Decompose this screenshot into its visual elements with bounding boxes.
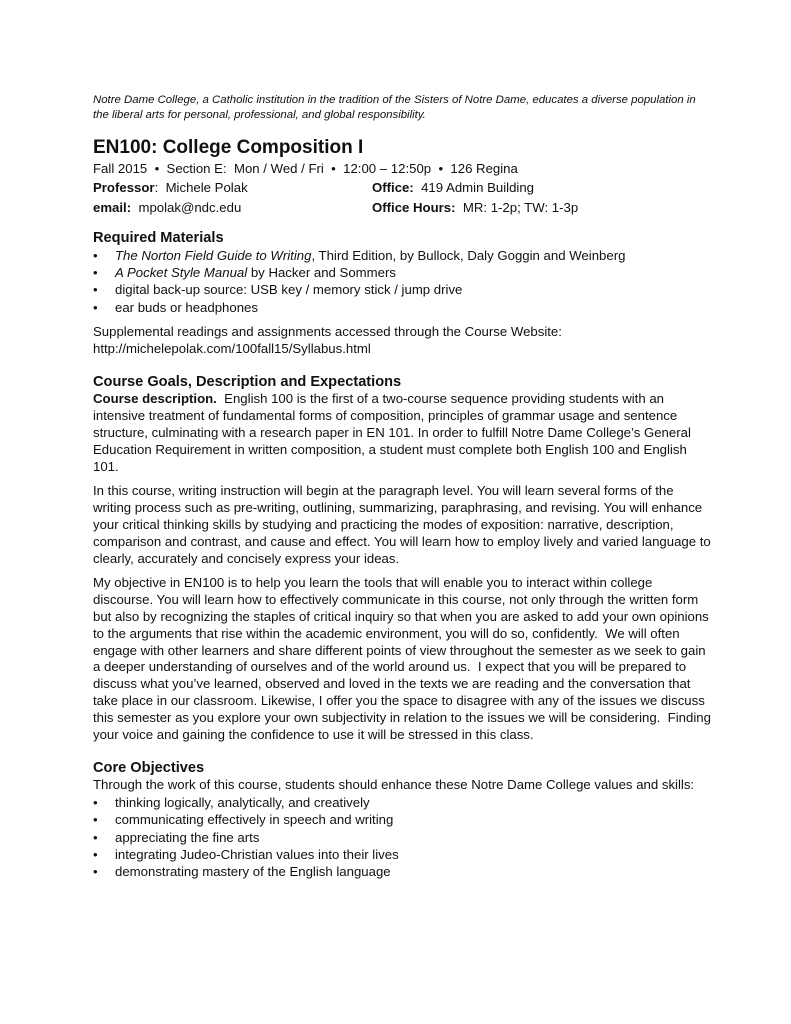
professor <box>93 178 372 197</box>
core-objectives-heading: Core Objectives <box>93 760 205 777</box>
email-hours-row <box>93 198 713 217</box>
office-label: Office: <box>372 180 414 195</box>
pocket-manual-details: by Hacker and Sommers <box>247 265 396 281</box>
mission-statement: Notre Dame College, a Catholic institution in the tradition of the Sisters of Notre Dame, educates a diverse population in the liberal arts for personal, professional, and global responsibility. <box>93 94 696 121</box>
office-location: 419 Admin Building <box>413 180 534 195</box>
professor-name: : Michele Polak <box>154 180 248 195</box>
goals-heading: Course Goals, Description and Expectations <box>93 374 402 391</box>
list-item <box>93 264 713 281</box>
course-description-label: Course description. <box>93 391 217 407</box>
objective-paragraph: My objective in EN100 is to help you learn the tools that will enable you to interact within college discourse. You will learn how to effectively communicate in this course, not only through the written form but also by recognizing the staples of critical inquiry so that when you are asked to add your own opinions to the arguments that rise within the academic environment, you will do so, confidently. We will often engage with other learners and share different points of view throughout the semester as we seek to gain a deeper understanding of ourselves and of the world around us. I expect that you will be prepared to discuss what you’ve learned, observed and loved in the texts we are reading and the conversation that take place in our classroom. Likewise, I offer you the space to disagree with any of the issues we discuss this semester as you explore your own subjectivity in relation to the issues we will be considering. Finding your voice and gaining the confidence to use it will be stressed in this class. <box>93 575 715 742</box>
list-item: • integrating Judeo-Christian values into their lives <box>93 846 713 863</box>
norton-guide-details: , Third Edition, by Bullock, Daly Goggin and Weinberg <box>311 248 626 263</box>
list-item: • appreciating the fine arts <box>93 829 713 846</box>
office-hours-value: MR: 1-2p; TW: 1-3p <box>455 200 579 215</box>
core-objectives-intro: Through the work of this course, students should enhance these Notre Dame College values and skills: <box>93 777 695 793</box>
core-objectives-list <box>93 794 713 880</box>
list-item: • demonstrating mastery of the English language <box>93 863 713 880</box>
office <box>372 178 534 197</box>
course-website-link[interactable]: http://michelepolak.com/100fall15/Syllabus.html <box>93 340 371 356</box>
supplemental-note: Supplemental readings and assignments accessed through the Course Website: <box>93 323 562 339</box>
materials-heading: Required Materials <box>93 230 224 246</box>
office-hours-label: Office Hours: <box>372 200 456 215</box>
professor-office-row <box>93 178 713 197</box>
email-address[interactable]: mpolak@ndc.edu <box>131 200 242 215</box>
norton-guide-title: The Norton Field Guide to Writing <box>115 248 312 263</box>
list-item: • ear buds or headphones <box>93 299 713 316</box>
writing-instruction-paragraph: In this course, writing instruction will begin at the paragraph level. You will learn several forms of the writing process such as pre-writing, outlining, summarizing, paraphrasing, and revising. You will enhance your critical thinking skills by studying and practicing the modes of exposition: narrative, description, comparison and contrast, and cause and effect. You will learn how to employ lively and varied language to clearly, accurately and concisely express your ideas. <box>93 483 711 566</box>
list-item <box>93 247 713 264</box>
pocket-manual-title: A Pocket Style Manual <box>115 265 248 281</box>
email <box>93 198 372 217</box>
list-item: • digital back-up source: USB key / memory stick / jump drive <box>93 281 713 298</box>
materials-list <box>93 247 713 316</box>
course-description <box>93 391 713 475</box>
course-info <box>93 159 713 217</box>
course-description-text: English 100 is the first of a two-course sequence providing students with an intensive treatment of fundamental forms of composition, principles of grammar usage and sentence structure, culminating with a research paper in EN 101. In order to fulfill Notre Dame College’s General Education Requirement in written composition, a student must complete both English 100 and English 101. <box>93 391 695 474</box>
email-label: email: <box>93 200 132 215</box>
syllabus-page <box>93 93 713 880</box>
office-hours <box>372 198 578 217</box>
course-title: EN100: College Composition I <box>93 137 364 158</box>
course-schedule: Fall 2015 • Section E: Mon / Wed / Fri • 12:00 – 12:50p • 126 Regina <box>93 161 518 176</box>
list-item: • thinking logically, analytically, and creatively <box>93 794 713 811</box>
list-item: • communicating effectively in speech and writing <box>93 811 713 828</box>
professor-label: Professor <box>93 180 155 195</box>
